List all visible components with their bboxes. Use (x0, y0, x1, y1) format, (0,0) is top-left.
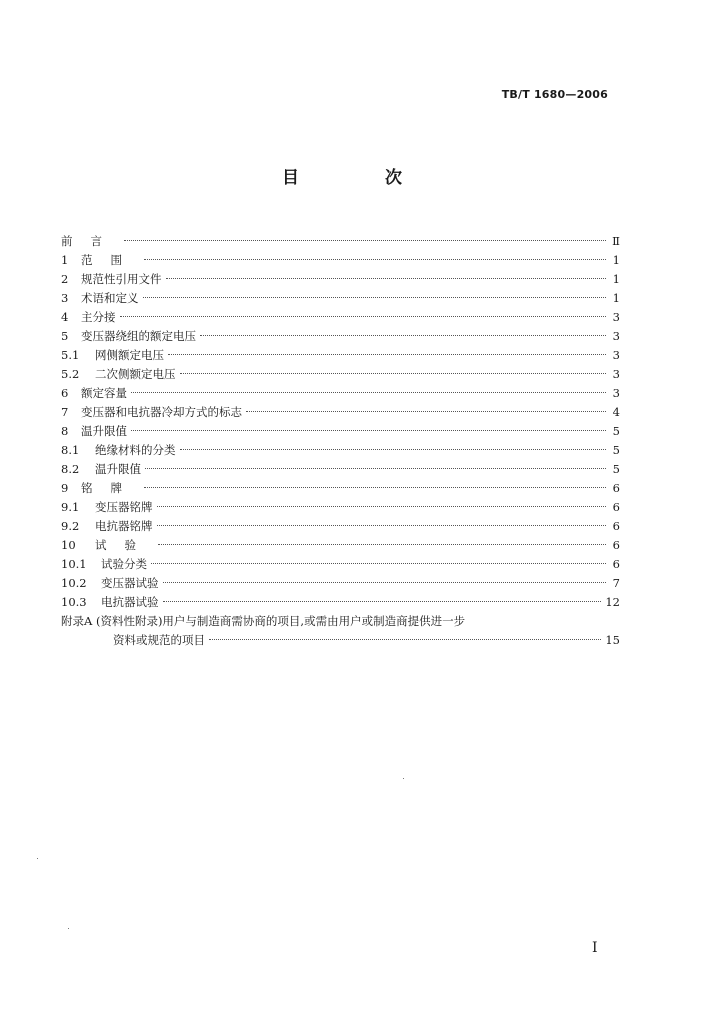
toc-entry[interactable] (61, 403, 620, 422)
toc-entry[interactable] (61, 574, 620, 593)
toc-entry-number: 6 (61, 386, 69, 400)
toc-entry-number: 7 (61, 405, 69, 419)
toc-leader (143, 297, 607, 298)
toc-leader (131, 430, 606, 431)
toc-appendix-label: 附录A (资料性附录)用户与制造商需协商的项目,或需由用户或制造商提供进一步 (61, 614, 466, 628)
toc-leader (157, 506, 607, 507)
toc-entry-label: 变压器铭牌 (95, 500, 153, 514)
toc-entry[interactable] (61, 270, 620, 289)
toc-entry-page: 3 (612, 310, 620, 324)
toc-appendix-line1[interactable] (61, 612, 620, 631)
toc-entry-page: 6 (612, 481, 620, 495)
toc-entry-number: 9.2 (61, 519, 80, 533)
toc-entry-label: 网侧额定电压 (95, 348, 164, 362)
toc-entry-page: 7 (612, 576, 620, 590)
toc-leader (209, 639, 601, 640)
toc-leader (151, 563, 606, 564)
toc-entry-label: 试验分类 (101, 557, 147, 571)
toc-entry-number: 4 (61, 310, 69, 324)
toc-entry-page: 5 (612, 443, 620, 457)
page-number: I (592, 940, 598, 956)
toc-entry-page: 3 (612, 348, 620, 362)
toc-leader (200, 335, 606, 336)
toc-entry-label: 温升限值 (95, 462, 141, 476)
toc-entry-number: 8.1 (61, 443, 80, 457)
toc-entry-number: 10 (61, 538, 76, 552)
toc-entry-label: 前言 (61, 234, 120, 248)
toc-entry-page: 6 (612, 557, 620, 571)
toc-entry-number: 2 (61, 272, 69, 286)
toc-leader (120, 316, 607, 317)
toc-entry-page: 1 (612, 291, 620, 305)
toc-entry-number: 10.3 (61, 595, 87, 609)
toc-leader (124, 240, 606, 241)
toc-entry-label: 电抗器铭牌 (95, 519, 153, 533)
toc-leader (180, 373, 607, 374)
toc-leader (166, 278, 607, 279)
toc-leader (158, 544, 606, 545)
toc-title: 目 次 (282, 168, 442, 188)
toc-entry[interactable] (61, 555, 620, 574)
toc-entry-label: 变压器绕组的额定电压 (81, 329, 196, 343)
toc-entry[interactable] (61, 251, 620, 270)
toc-leader (145, 468, 606, 469)
toc-entry-number: 3 (61, 291, 69, 305)
toc-leader (131, 392, 606, 393)
toc-leader (246, 411, 606, 412)
toc-entry[interactable] (61, 327, 620, 346)
toc-entry[interactable] (61, 517, 620, 536)
toc-leader (157, 525, 607, 526)
toc-leader (163, 582, 607, 583)
toc-entry-label: 试验 (95, 538, 154, 552)
toc-leader (168, 354, 606, 355)
toc-entry-number: 1 (61, 253, 69, 267)
toc-entry-number: 5 (61, 329, 69, 343)
toc-entry[interactable] (61, 346, 620, 365)
toc-entry[interactable] (61, 536, 620, 555)
toc-entry-number: 10.1 (61, 557, 87, 571)
toc-entry-number: 9 (61, 481, 69, 495)
toc-entry-number: 9.1 (61, 500, 80, 514)
toc-entry-page: 1 (612, 272, 620, 286)
toc-entry[interactable] (61, 441, 620, 460)
toc-entry-label: 范围 (81, 253, 140, 267)
toc-entry-page: 5 (612, 424, 620, 438)
toc-entry-number: 8.2 (61, 462, 80, 476)
scan-speck (37, 858, 38, 859)
toc-entry[interactable] (61, 479, 620, 498)
standard-code: TB/T 1680—2006 (501, 88, 608, 101)
toc-entry[interactable] (61, 460, 620, 479)
toc-entry[interactable] (61, 365, 620, 384)
toc-entry-label: 规范性引用文件 (81, 272, 162, 286)
toc-entry-label: 变压器和电抗器冷却方式的标志 (81, 405, 242, 419)
toc-entry-page: 3 (612, 367, 620, 381)
toc-leader (180, 449, 607, 450)
toc-entry[interactable] (61, 422, 620, 441)
toc-entry-label: 额定容量 (81, 386, 127, 400)
toc-entry[interactable] (61, 593, 620, 612)
toc-entry-label: 电抗器试验 (101, 595, 159, 609)
toc-entry-label: 变压器试验 (101, 576, 159, 590)
toc-entry-label: 温升限值 (81, 424, 127, 438)
toc-entry-number: 8 (61, 424, 69, 438)
toc-entry-page: 5 (612, 462, 620, 476)
toc-entry-page: Ⅱ (612, 234, 620, 248)
toc-leader (144, 487, 606, 488)
toc-leader (163, 601, 602, 602)
toc-entry-label: 二次侧额定电压 (95, 367, 176, 381)
toc-entry[interactable] (61, 498, 620, 517)
toc-entry-page: 12 (605, 595, 620, 609)
toc-leader (144, 259, 606, 260)
toc-list (61, 232, 620, 650)
toc-entry-page: 3 (612, 386, 620, 400)
toc-entry-label: 铭牌 (81, 481, 140, 495)
toc-entry-label: 术语和定义 (81, 291, 139, 305)
toc-entry[interactable] (61, 308, 620, 327)
toc-entry-number: 5.2 (61, 367, 80, 381)
toc-entry-page: 6 (612, 519, 620, 533)
toc-entry-label: 绝缘材料的分类 (95, 443, 176, 457)
toc-entry[interactable] (61, 232, 620, 251)
toc-entry[interactable] (61, 289, 620, 308)
toc-appendix-page: 15 (605, 633, 620, 647)
toc-entry-page: 6 (612, 538, 620, 552)
toc-entry-page: 6 (612, 500, 620, 514)
scan-speck (68, 928, 69, 929)
toc-entry-number: 5.1 (61, 348, 80, 362)
toc-entry-number: 10.2 (61, 576, 87, 590)
toc-entry-page: 4 (612, 405, 620, 419)
scan-speck (403, 778, 404, 779)
toc-appendix-line2[interactable] (61, 631, 620, 650)
toc-entry-page: 3 (612, 329, 620, 343)
toc-appendix-label-cont: 资料或规范的项目 (113, 633, 205, 647)
toc-entry-page: 1 (612, 253, 620, 267)
toc-entry[interactable] (61, 384, 620, 403)
toc-entry-label: 主分接 (81, 310, 116, 324)
